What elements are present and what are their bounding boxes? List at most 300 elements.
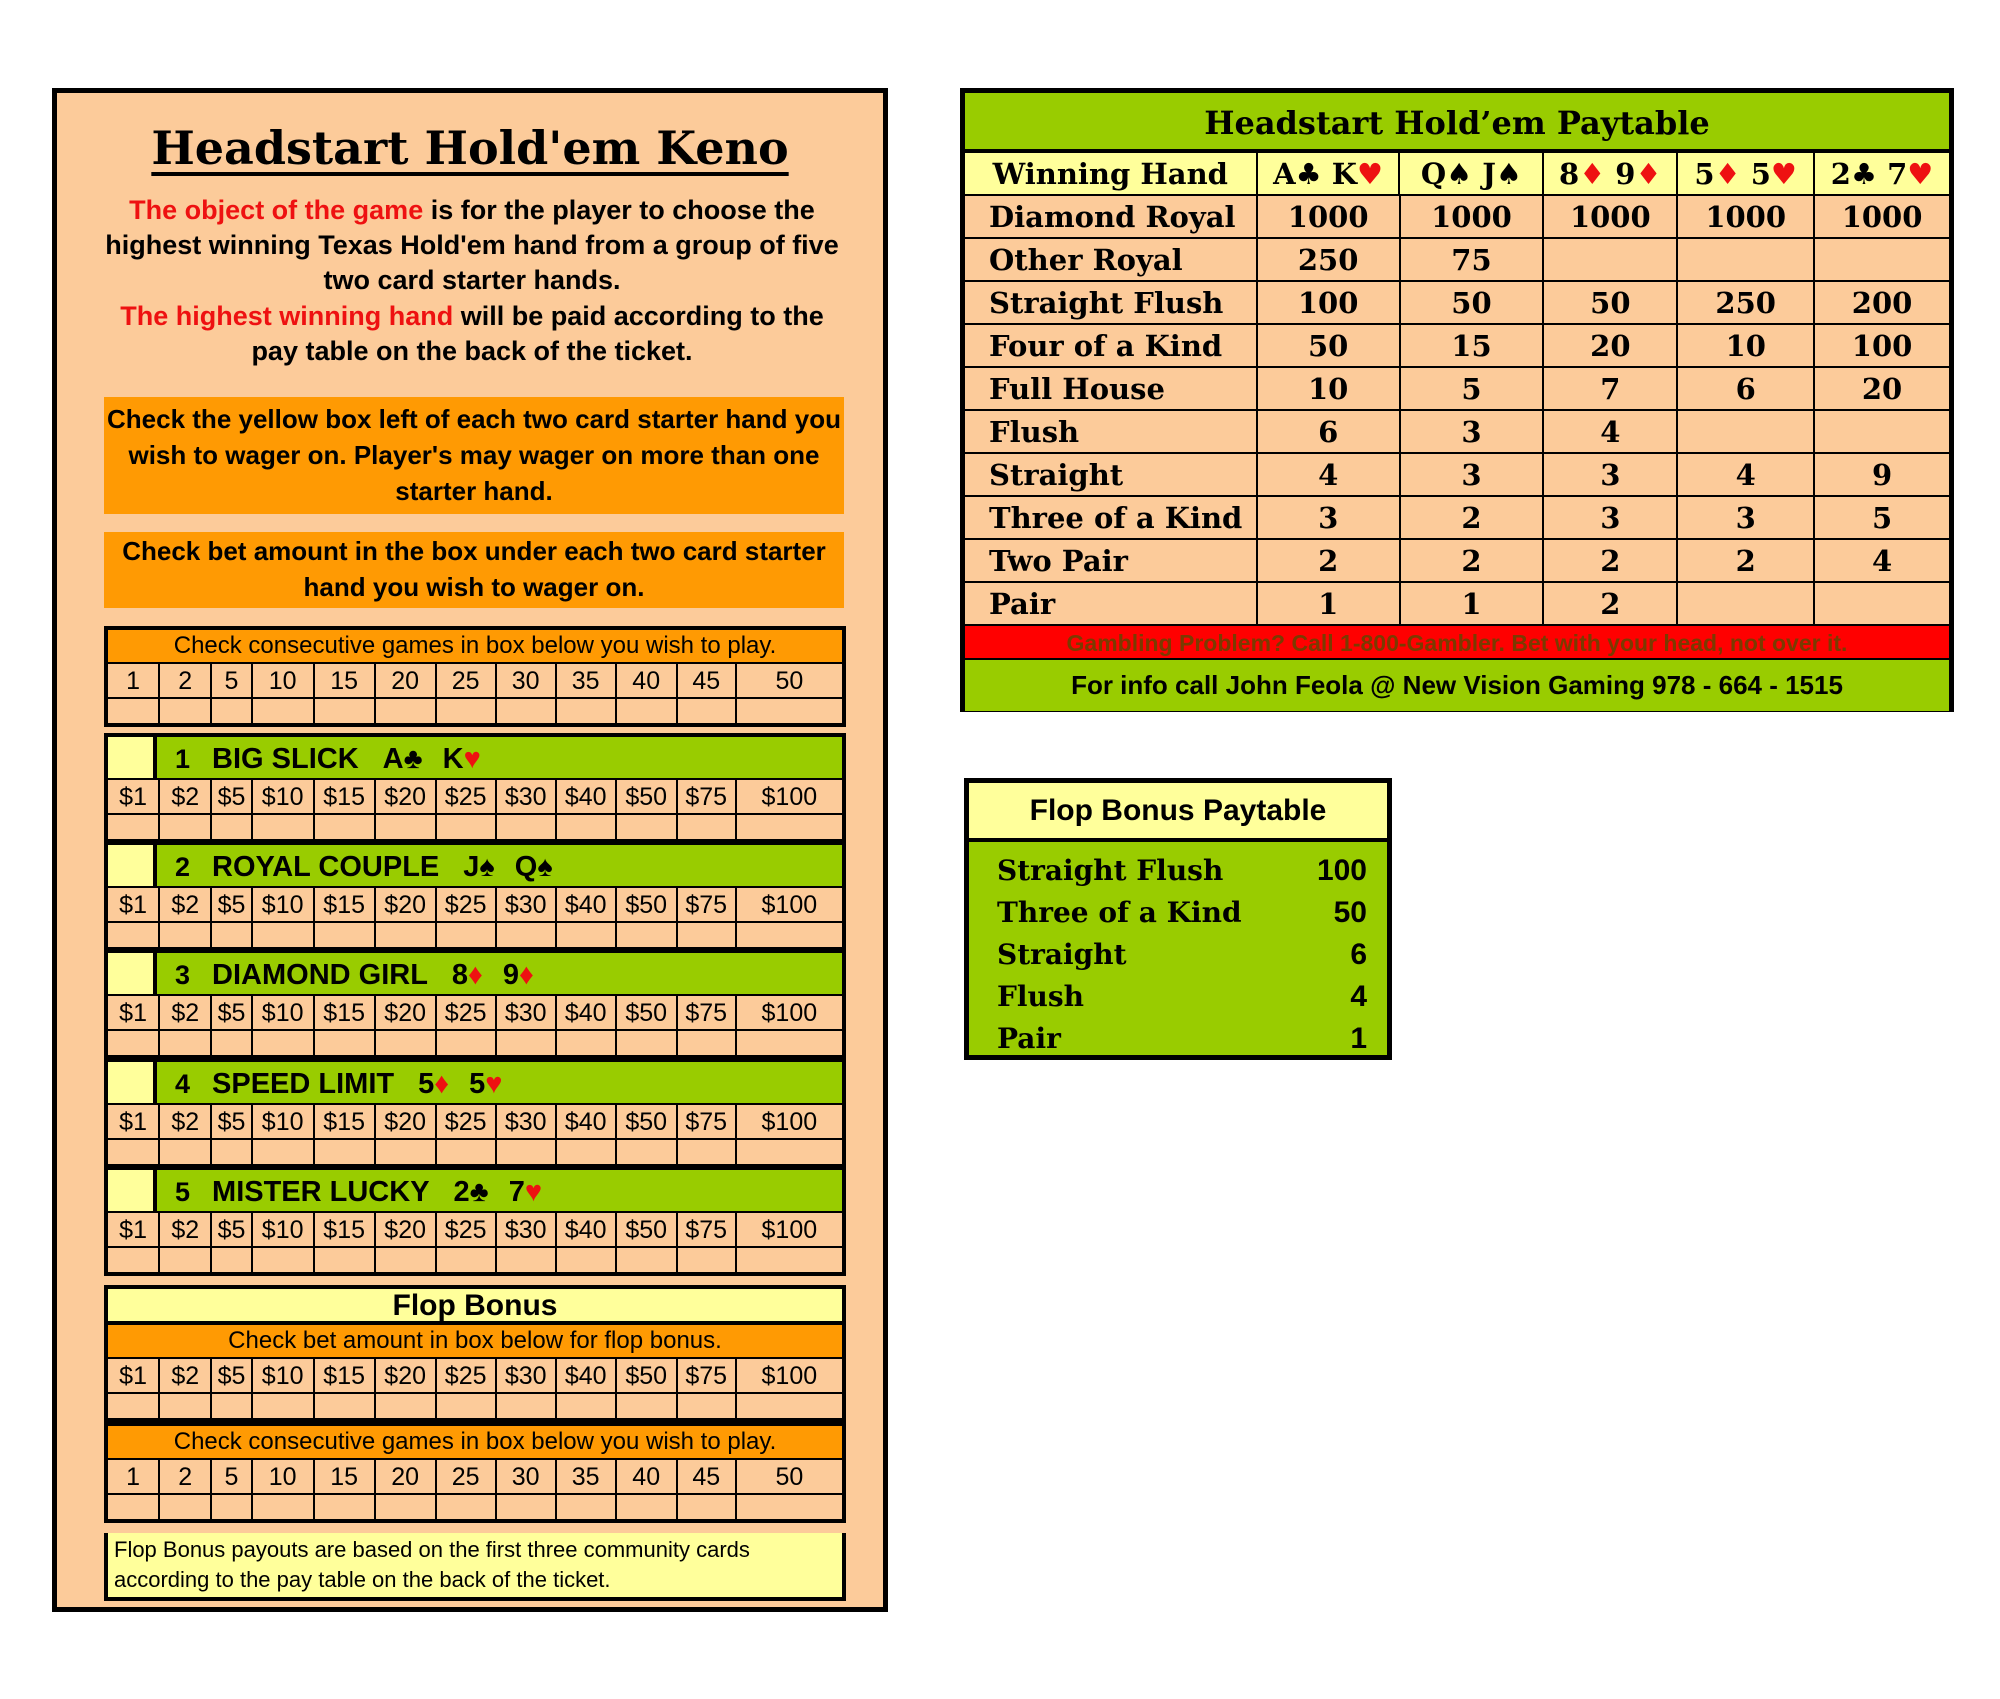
- bet-amount-checkbox[interactable]: [376, 1031, 437, 1055]
- suit-icon: ♦: [1635, 157, 1662, 191]
- bet-amount-checkbox[interactable]: [497, 1140, 557, 1164]
- games-checkboxes: [108, 699, 842, 723]
- flop-bet-checkboxes-checkbox[interactable]: [315, 1394, 376, 1418]
- flop-games-checkboxes-checkbox[interactable]: [212, 1495, 252, 1519]
- bet-amount-label: $25: [437, 1213, 497, 1248]
- bet-amount-label: $10: [253, 780, 315, 815]
- card-rank: [1741, 157, 1751, 191]
- paytable-hand-column-header: [1400, 153, 1544, 194]
- games-checkboxes-checkbox[interactable]: [617, 699, 678, 723]
- bet-amount-label: $40: [557, 1105, 617, 1140]
- bet-amount-checkbox[interactable]: [108, 1031, 160, 1055]
- bet-amount-label: $100: [737, 888, 842, 923]
- paytable-payout: 4: [1871, 544, 1893, 578]
- game-count-label: 45: [678, 664, 737, 699]
- paytable-hand-name: Flush: [965, 411, 1258, 452]
- paytable-hand-name: Straight Flush: [965, 282, 1258, 323]
- hand-select-checkbox[interactable]: [108, 953, 157, 994]
- ticket-title: Headstart Hold'em Keno: [151, 121, 789, 175]
- games-checkboxes-checkbox[interactable]: [737, 699, 842, 723]
- bet-amount-label: $75: [678, 888, 737, 923]
- games-labels: [108, 664, 842, 699]
- flop-games-checkboxes-checkbox[interactable]: [160, 1495, 212, 1519]
- bet-amount-checkbox[interactable]: [617, 815, 678, 839]
- hand-select-checkbox[interactable]: [108, 1062, 157, 1103]
- suit-icon: ♠: [1446, 157, 1473, 191]
- bet-amount-checkbox[interactable]: [497, 1031, 557, 1055]
- game-count-label: 10: [253, 664, 315, 699]
- bet-amount-label: $20: [376, 1105, 437, 1140]
- paytable-hand-column-header: [1678, 153, 1815, 194]
- bet-amount-label: $1: [108, 780, 160, 815]
- hand-select-checkbox[interactable]: [108, 1170, 157, 1211]
- paytable-payout: 10: [1678, 325, 1815, 366]
- card-rank: K: [442, 743, 464, 775]
- card-rank: J: [463, 851, 480, 883]
- hand-number: 3: [175, 960, 191, 990]
- paytable-payout: 4: [1258, 454, 1401, 495]
- suit-icon: ♠: [479, 851, 495, 883]
- paytable-payout: 1000: [1841, 200, 1923, 234]
- flop-bet-checkboxes-checkbox[interactable]: [253, 1394, 315, 1418]
- paytable-payout: 2: [1258, 540, 1401, 581]
- flop-bet-checkboxes-checkbox[interactable]: [617, 1394, 678, 1418]
- bet-amount-label: $10: [253, 1213, 315, 1248]
- bet-amount-checkbox[interactable]: [212, 815, 252, 839]
- bet-amount-label: $40: [557, 780, 617, 815]
- starter-hand-block: [104, 841, 846, 951]
- paytable-row: [965, 325, 1949, 368]
- consecutive-games-block: [104, 626, 846, 727]
- paytable-header-row: [965, 153, 1949, 196]
- flop-games-checkboxes-checkbox[interactable]: [253, 1495, 315, 1519]
- bet-amount-label: $75: [678, 996, 737, 1031]
- bet-amount-checkbox[interactable]: [557, 923, 617, 947]
- flop-bet-checkboxes-checkbox[interactable]: [212, 1394, 252, 1418]
- bet-amount-label: $10: [253, 1359, 315, 1394]
- hand-name: ROYAL COUPLE: [212, 851, 440, 883]
- bet-amount-checkbox[interactable]: [108, 1140, 160, 1164]
- paytable-payout: 2: [1544, 583, 1678, 624]
- bet-amount-label: $2: [160, 1105, 212, 1140]
- bet-amount-label: $100: [737, 1213, 842, 1248]
- bet-amount-checkbox[interactable]: [376, 815, 437, 839]
- game-count-label: 30: [497, 1460, 557, 1495]
- bet-amount-label: $15: [315, 1213, 376, 1248]
- bet-amount-checkbox[interactable]: [437, 923, 497, 947]
- bet-amount-label: $75: [678, 1213, 737, 1248]
- bet-amount-label: $75: [678, 780, 737, 815]
- suit-icon: ♥: [524, 1176, 543, 1208]
- starter-hand-block: [104, 1058, 846, 1168]
- games-checkboxes-checkbox[interactable]: [557, 699, 617, 723]
- flop-bet-checkboxes-checkbox[interactable]: [497, 1394, 557, 1418]
- hand-select-checkbox[interactable]: [108, 737, 157, 778]
- bet-amount-label: $1: [108, 1359, 160, 1394]
- flop-bonus-note: Flop Bonus payouts are based on the first three community cards according to the pay table on the back of the ticket.: [104, 1533, 846, 1601]
- flop-paytable-title: Flop Bonus Paytable: [969, 783, 1387, 842]
- bet-amount-checkbox[interactable]: [253, 1140, 315, 1164]
- bet-amount-checkbox[interactable]: [557, 1140, 617, 1164]
- bet-amount-label: $20: [376, 1213, 437, 1248]
- paytable-row: [965, 282, 1949, 325]
- flop-paytable-row: [969, 1018, 1387, 1060]
- flop-bet-checkboxes-checkbox[interactable]: [108, 1394, 160, 1418]
- bet-amount-checkbox[interactable]: [617, 923, 678, 947]
- bet-amount-checkbox[interactable]: [437, 1248, 497, 1272]
- flop-hand-name: Straight Flush: [997, 854, 1224, 887]
- flop-games-checkboxes-checkbox[interactable]: [678, 1495, 737, 1519]
- card-rank: 8: [1559, 157, 1580, 191]
- card-rank: 5: [418, 1068, 435, 1100]
- flop-games-checkboxes-checkbox[interactable]: [437, 1495, 497, 1519]
- paytable-payout: 9: [1871, 458, 1893, 492]
- starter-hand-header: [108, 737, 842, 780]
- flop-payout: 6: [1350, 938, 1367, 971]
- bet-amount-checkbox[interactable]: [678, 1031, 737, 1055]
- paytable-payout: 2: [1401, 540, 1545, 581]
- paytable-payout: 10: [1258, 368, 1401, 409]
- suit-icon: ♦: [1714, 157, 1741, 191]
- paytable-payout: 20: [1544, 325, 1678, 366]
- bet-amount-checkbox[interactable]: [253, 923, 315, 947]
- bet-amount-checkbox[interactable]: [497, 815, 557, 839]
- paytable-hand-column-header: [1544, 153, 1678, 194]
- paytable-row: [965, 368, 1949, 411]
- bet-amount-labels: [108, 888, 842, 923]
- card-rank: A: [382, 743, 404, 775]
- flop-games-checkboxes-checkbox[interactable]: [108, 1495, 160, 1519]
- games-checkboxes-checkbox[interactable]: [108, 699, 160, 723]
- bet-amount-checkbox[interactable]: [108, 815, 160, 839]
- bet-amount-checkbox[interactable]: [737, 1248, 842, 1272]
- paytable-hand-name: Three of a Kind: [965, 497, 1258, 538]
- card-rank: A: [1273, 157, 1296, 191]
- bet-amount-label: $5: [212, 780, 252, 815]
- bet-amount-checkbox[interactable]: [253, 815, 315, 839]
- bet-amount-label: $20: [376, 996, 437, 1031]
- flop-paytable-row: [969, 892, 1387, 934]
- game-count-label: 50: [737, 1460, 842, 1495]
- bet-amount-checkbox[interactable]: [678, 923, 737, 947]
- bet-checkboxes: [108, 815, 842, 839]
- flop-paytable-row: [969, 850, 1387, 892]
- flop-hand-name: Flush: [997, 980, 1084, 1013]
- paytable-title: Headstart Hold’em Paytable: [965, 93, 1949, 153]
- intro-paragraph-1: [97, 193, 847, 298]
- winning-hand-header: Winning Hand: [965, 153, 1258, 194]
- card-rank: 7: [1887, 157, 1908, 191]
- game-count-label: 5: [212, 664, 252, 699]
- paytable-payout: [1678, 583, 1815, 624]
- card-rank: 5: [1750, 157, 1771, 191]
- paytable-payout: 6: [1678, 368, 1815, 409]
- bet-amount-checkbox[interactable]: [160, 1248, 212, 1272]
- hand-name: BIG SLICK: [212, 743, 359, 775]
- flop-bet-block: [104, 1325, 846, 1422]
- bet-amount-checkbox[interactable]: [253, 1248, 315, 1272]
- paytable-payout: 3: [1544, 497, 1678, 538]
- bet-amount-checkbox[interactable]: [315, 815, 376, 839]
- bet-amount-checkbox[interactable]: [617, 1031, 678, 1055]
- paytable-body: [965, 196, 1949, 626]
- games-checkboxes-checkbox[interactable]: [253, 699, 315, 723]
- flop-games-checkboxes-checkbox[interactable]: [557, 1495, 617, 1519]
- game-count-label: 35: [557, 664, 617, 699]
- starter-hand-header: [108, 1062, 842, 1105]
- instruction-box-2: Check bet amount in the box under each two card starter hand you wish to wager on.: [104, 532, 844, 608]
- hand-name: SPEED LIMIT: [212, 1068, 395, 1100]
- card-rank: [1472, 157, 1482, 191]
- bet-amount-label: $10: [253, 888, 315, 923]
- bet-amount-checkbox[interactable]: [315, 1140, 376, 1164]
- flop-bet-checkboxes-checkbox[interactable]: [737, 1394, 842, 1418]
- paytable-payout: 250: [1258, 239, 1401, 280]
- paytable-hand-column-header: [1815, 153, 1949, 194]
- bet-amount-label: $40: [557, 996, 617, 1031]
- bet-amount-label: $2: [160, 1213, 212, 1248]
- games-checkboxes-checkbox[interactable]: [437, 699, 497, 723]
- bet-amount-checkbox[interactable]: [315, 1248, 376, 1272]
- bet-checkboxes: [108, 923, 842, 947]
- card-2: [503, 959, 534, 991]
- bet-amount-checkbox[interactable]: [108, 1248, 160, 1272]
- bet-amount-checkbox[interactable]: [160, 923, 212, 947]
- hand-label: [157, 953, 842, 994]
- bet-amount-label: $30: [497, 1213, 557, 1248]
- bet-amount-label: $2: [160, 1359, 212, 1394]
- bet-amount-checkbox[interactable]: [557, 815, 617, 839]
- suit-icon: ♦: [519, 959, 534, 991]
- bet-amount-checkbox[interactable]: [160, 1031, 212, 1055]
- bet-amount-checkbox[interactable]: [617, 1248, 678, 1272]
- bet-amount-checkbox[interactable]: [212, 1031, 252, 1055]
- bet-amount-label: $5: [212, 1105, 252, 1140]
- flop-payout: 100: [1316, 854, 1367, 887]
- starter-hand-header: [108, 845, 842, 888]
- bet-amount-label: $20: [376, 888, 437, 923]
- games-checkboxes-checkbox[interactable]: [678, 699, 737, 723]
- bet-amount-checkbox[interactable]: [212, 1248, 252, 1272]
- flop-paytable-body: [969, 842, 1387, 1060]
- bet-amount-checkbox[interactable]: [617, 1140, 678, 1164]
- bet-amount-label: $50: [617, 1359, 678, 1394]
- bet-amount-label: $1: [108, 1213, 160, 1248]
- gambling-warning: Gambling Problem? Call 1-800-Gambler. Bet with your head, not over it.: [965, 626, 1949, 660]
- card-rank: 2: [453, 1176, 470, 1208]
- paytable-hand-name: Four of a Kind: [965, 325, 1258, 366]
- bet-amount-checkbox[interactable]: [376, 1140, 437, 1164]
- bet-amount-label: $1: [108, 1105, 160, 1140]
- bet-amount-label: $30: [497, 1359, 557, 1394]
- bet-amount-checkbox[interactable]: [376, 1248, 437, 1272]
- suit-icon: ♦: [434, 1068, 450, 1100]
- bet-amount-checkbox[interactable]: [437, 815, 497, 839]
- bet-amount-label: $25: [437, 888, 497, 923]
- paytable-payout: 3: [1401, 411, 1545, 452]
- intro-2-highlight: The highest winning hand: [120, 301, 454, 331]
- flop-paytable-row: [969, 976, 1387, 1018]
- game-count-label: 10: [253, 1460, 315, 1495]
- paytable-payout: 50: [1401, 282, 1545, 323]
- bet-amount-label: $15: [315, 996, 376, 1031]
- bet-amount-checkbox[interactable]: [497, 923, 557, 947]
- bet-amount-checkbox[interactable]: [437, 1140, 497, 1164]
- paytable-row: [965, 454, 1949, 497]
- bet-checkboxes: [108, 1140, 842, 1164]
- bet-amount-checkbox[interactable]: [160, 815, 212, 839]
- flop-games-checkboxes-checkbox[interactable]: [315, 1495, 376, 1519]
- intro-2-text: will be paid according to the pay table on the back of the ticket.: [251, 301, 824, 366]
- flop-games-checkboxes-checkbox[interactable]: [617, 1495, 678, 1519]
- starter-hand-block: [104, 949, 846, 1059]
- hand-number: 5: [175, 1177, 191, 1207]
- card-rank: 9: [1615, 157, 1636, 191]
- bet-checkboxes: [108, 1248, 842, 1272]
- flop-bonus-title: Flop Bonus: [104, 1285, 846, 1325]
- game-count-label: 25: [437, 1460, 497, 1495]
- flop-consecutive-block: [104, 1422, 846, 1523]
- card-rank: J: [1482, 157, 1496, 191]
- bet-amount-label: $20: [376, 1359, 437, 1394]
- bet-amount-labels: [108, 1105, 842, 1140]
- bet-amount-label: $50: [617, 1213, 678, 1248]
- games-checkboxes-checkbox[interactable]: [315, 699, 376, 723]
- paytable-payout: 200: [1851, 286, 1913, 320]
- bet-amount-checkbox[interactable]: [212, 1140, 252, 1164]
- card-rank: 7: [508, 1176, 525, 1208]
- game-count-label: 40: [617, 1460, 678, 1495]
- game-count-label: 35: [557, 1460, 617, 1495]
- bet-amount-label: $40: [557, 1359, 617, 1394]
- bet-amount-checkbox[interactable]: [737, 1140, 842, 1164]
- paytable-payout: [1544, 239, 1678, 280]
- flop-payout: 4: [1350, 980, 1367, 1013]
- flop-bet-checkboxes-checkbox[interactable]: [437, 1394, 497, 1418]
- bet-amount-checkbox[interactable]: [678, 1248, 737, 1272]
- paytable-payout: [1815, 239, 1949, 280]
- bet-amount-checkbox[interactable]: [212, 923, 252, 947]
- bet-amount-checkbox[interactable]: [737, 815, 842, 839]
- bet-amount-checkbox[interactable]: [737, 1031, 842, 1055]
- games-checkboxes-checkbox[interactable]: [212, 699, 252, 723]
- paytable-row: [965, 196, 1949, 239]
- paytable-row: [965, 497, 1949, 540]
- game-count-label: 1: [108, 664, 160, 699]
- bet-amount-label: $75: [678, 1105, 737, 1140]
- bet-amount-checkbox[interactable]: [315, 923, 376, 947]
- paytable-hand-name: Pair: [965, 583, 1258, 624]
- flop-paytable-row: [969, 934, 1387, 976]
- bet-amount-label: $50: [617, 780, 678, 815]
- bet-amount-label: $10: [253, 996, 315, 1031]
- card-2: [515, 851, 553, 883]
- flop-games-checkboxes-checkbox[interactable]: [376, 1495, 437, 1519]
- flop-bet-checkboxes-checkbox[interactable]: [678, 1394, 737, 1418]
- flop-games-checkboxes-checkbox[interactable]: [497, 1495, 557, 1519]
- bet-amount-checkbox[interactable]: [497, 1248, 557, 1272]
- bet-amount-checkbox[interactable]: [737, 923, 842, 947]
- paytable-payout: [1815, 411, 1949, 452]
- paytable-payout: 100: [1258, 282, 1401, 323]
- bet-amount-checkbox[interactable]: [437, 1031, 497, 1055]
- flop-bet-checkboxes-checkbox[interactable]: [376, 1394, 437, 1418]
- bet-amount-label: $50: [617, 888, 678, 923]
- contact-info: For info call John Feola @ New Vision Gaming 978 - 664 - 1515: [965, 660, 1949, 711]
- paytable-payout: 1000: [1401, 196, 1545, 237]
- game-count-label: 20: [376, 664, 437, 699]
- suit-icon: ♦: [1579, 157, 1606, 191]
- games-checkboxes-checkbox[interactable]: [160, 699, 212, 723]
- paytable-payout: [1678, 411, 1815, 452]
- flop-payout: 1: [1350, 1022, 1367, 1055]
- bet-amount-label: $5: [212, 888, 252, 923]
- suit-icon: ♣: [469, 1176, 489, 1208]
- bet-amount-label: $30: [497, 888, 557, 923]
- card-1: [454, 1176, 489, 1208]
- bet-amount-checkbox[interactable]: [160, 1140, 212, 1164]
- paytable-payout: 75: [1401, 239, 1545, 280]
- game-count-label: 15: [315, 664, 376, 699]
- paytable-payout: 50: [1258, 325, 1401, 366]
- intro-1-highlight: The object of the game: [129, 195, 424, 225]
- bet-amount-label: $5: [212, 1359, 252, 1394]
- paytable-payout: [1678, 239, 1815, 280]
- paytable-payout: 2: [1401, 497, 1545, 538]
- game-count-label: 40: [617, 664, 678, 699]
- bet-amount-label: $75: [678, 1359, 737, 1394]
- bet-amount-checkbox[interactable]: [253, 1031, 315, 1055]
- paytable-payout: 20: [1861, 372, 1903, 406]
- flop-bet-checkboxes-checkbox[interactable]: [160, 1394, 212, 1418]
- bet-amount-checkbox[interactable]: [678, 815, 737, 839]
- flop-bet-checkboxes: [108, 1394, 842, 1418]
- paytable-payout: 50: [1544, 282, 1678, 323]
- bet-amount-checkbox[interactable]: [376, 923, 437, 947]
- bet-amount-label: $30: [497, 996, 557, 1031]
- flop-games-checkboxes-checkbox[interactable]: [737, 1495, 842, 1519]
- hand-select-checkbox[interactable]: [108, 845, 157, 886]
- game-count-label: 2: [160, 1460, 212, 1495]
- bet-amount-checkbox[interactable]: [678, 1140, 737, 1164]
- bet-amount-checkbox[interactable]: [108, 923, 160, 947]
- card-2: [469, 1068, 502, 1100]
- paytable-payout: 4: [1544, 411, 1678, 452]
- paytable-payout: 3: [1544, 454, 1678, 495]
- hand-name: DIAMOND GIRL: [212, 959, 428, 991]
- flop-hand-name: Three of a Kind: [997, 896, 1242, 929]
- hand-label: [157, 1170, 842, 1211]
- paytable-row: [965, 239, 1949, 282]
- games-checkboxes-checkbox[interactable]: [376, 699, 437, 723]
- paytable-payout: 4: [1678, 454, 1815, 495]
- bet-amount-checkbox[interactable]: [315, 1031, 376, 1055]
- flop-bet-checkboxes-checkbox[interactable]: [557, 1394, 617, 1418]
- game-count-label: 45: [678, 1460, 737, 1495]
- bet-amount-checkbox[interactable]: [557, 1248, 617, 1272]
- card-2: [509, 1176, 542, 1208]
- holdem-paytable: [960, 88, 1954, 712]
- bet-amount-checkbox[interactable]: [557, 1031, 617, 1055]
- games-checkboxes-checkbox[interactable]: [497, 699, 557, 723]
- paytable-payout: 5: [1871, 501, 1893, 535]
- suit-icon: ♠: [1495, 157, 1522, 191]
- flop-payout: 50: [1333, 896, 1367, 929]
- game-count-label: 30: [497, 664, 557, 699]
- suit-icon: ♣: [1850, 157, 1877, 191]
- paytable-hand-name: Straight: [965, 454, 1258, 495]
- hand-label: [157, 845, 842, 886]
